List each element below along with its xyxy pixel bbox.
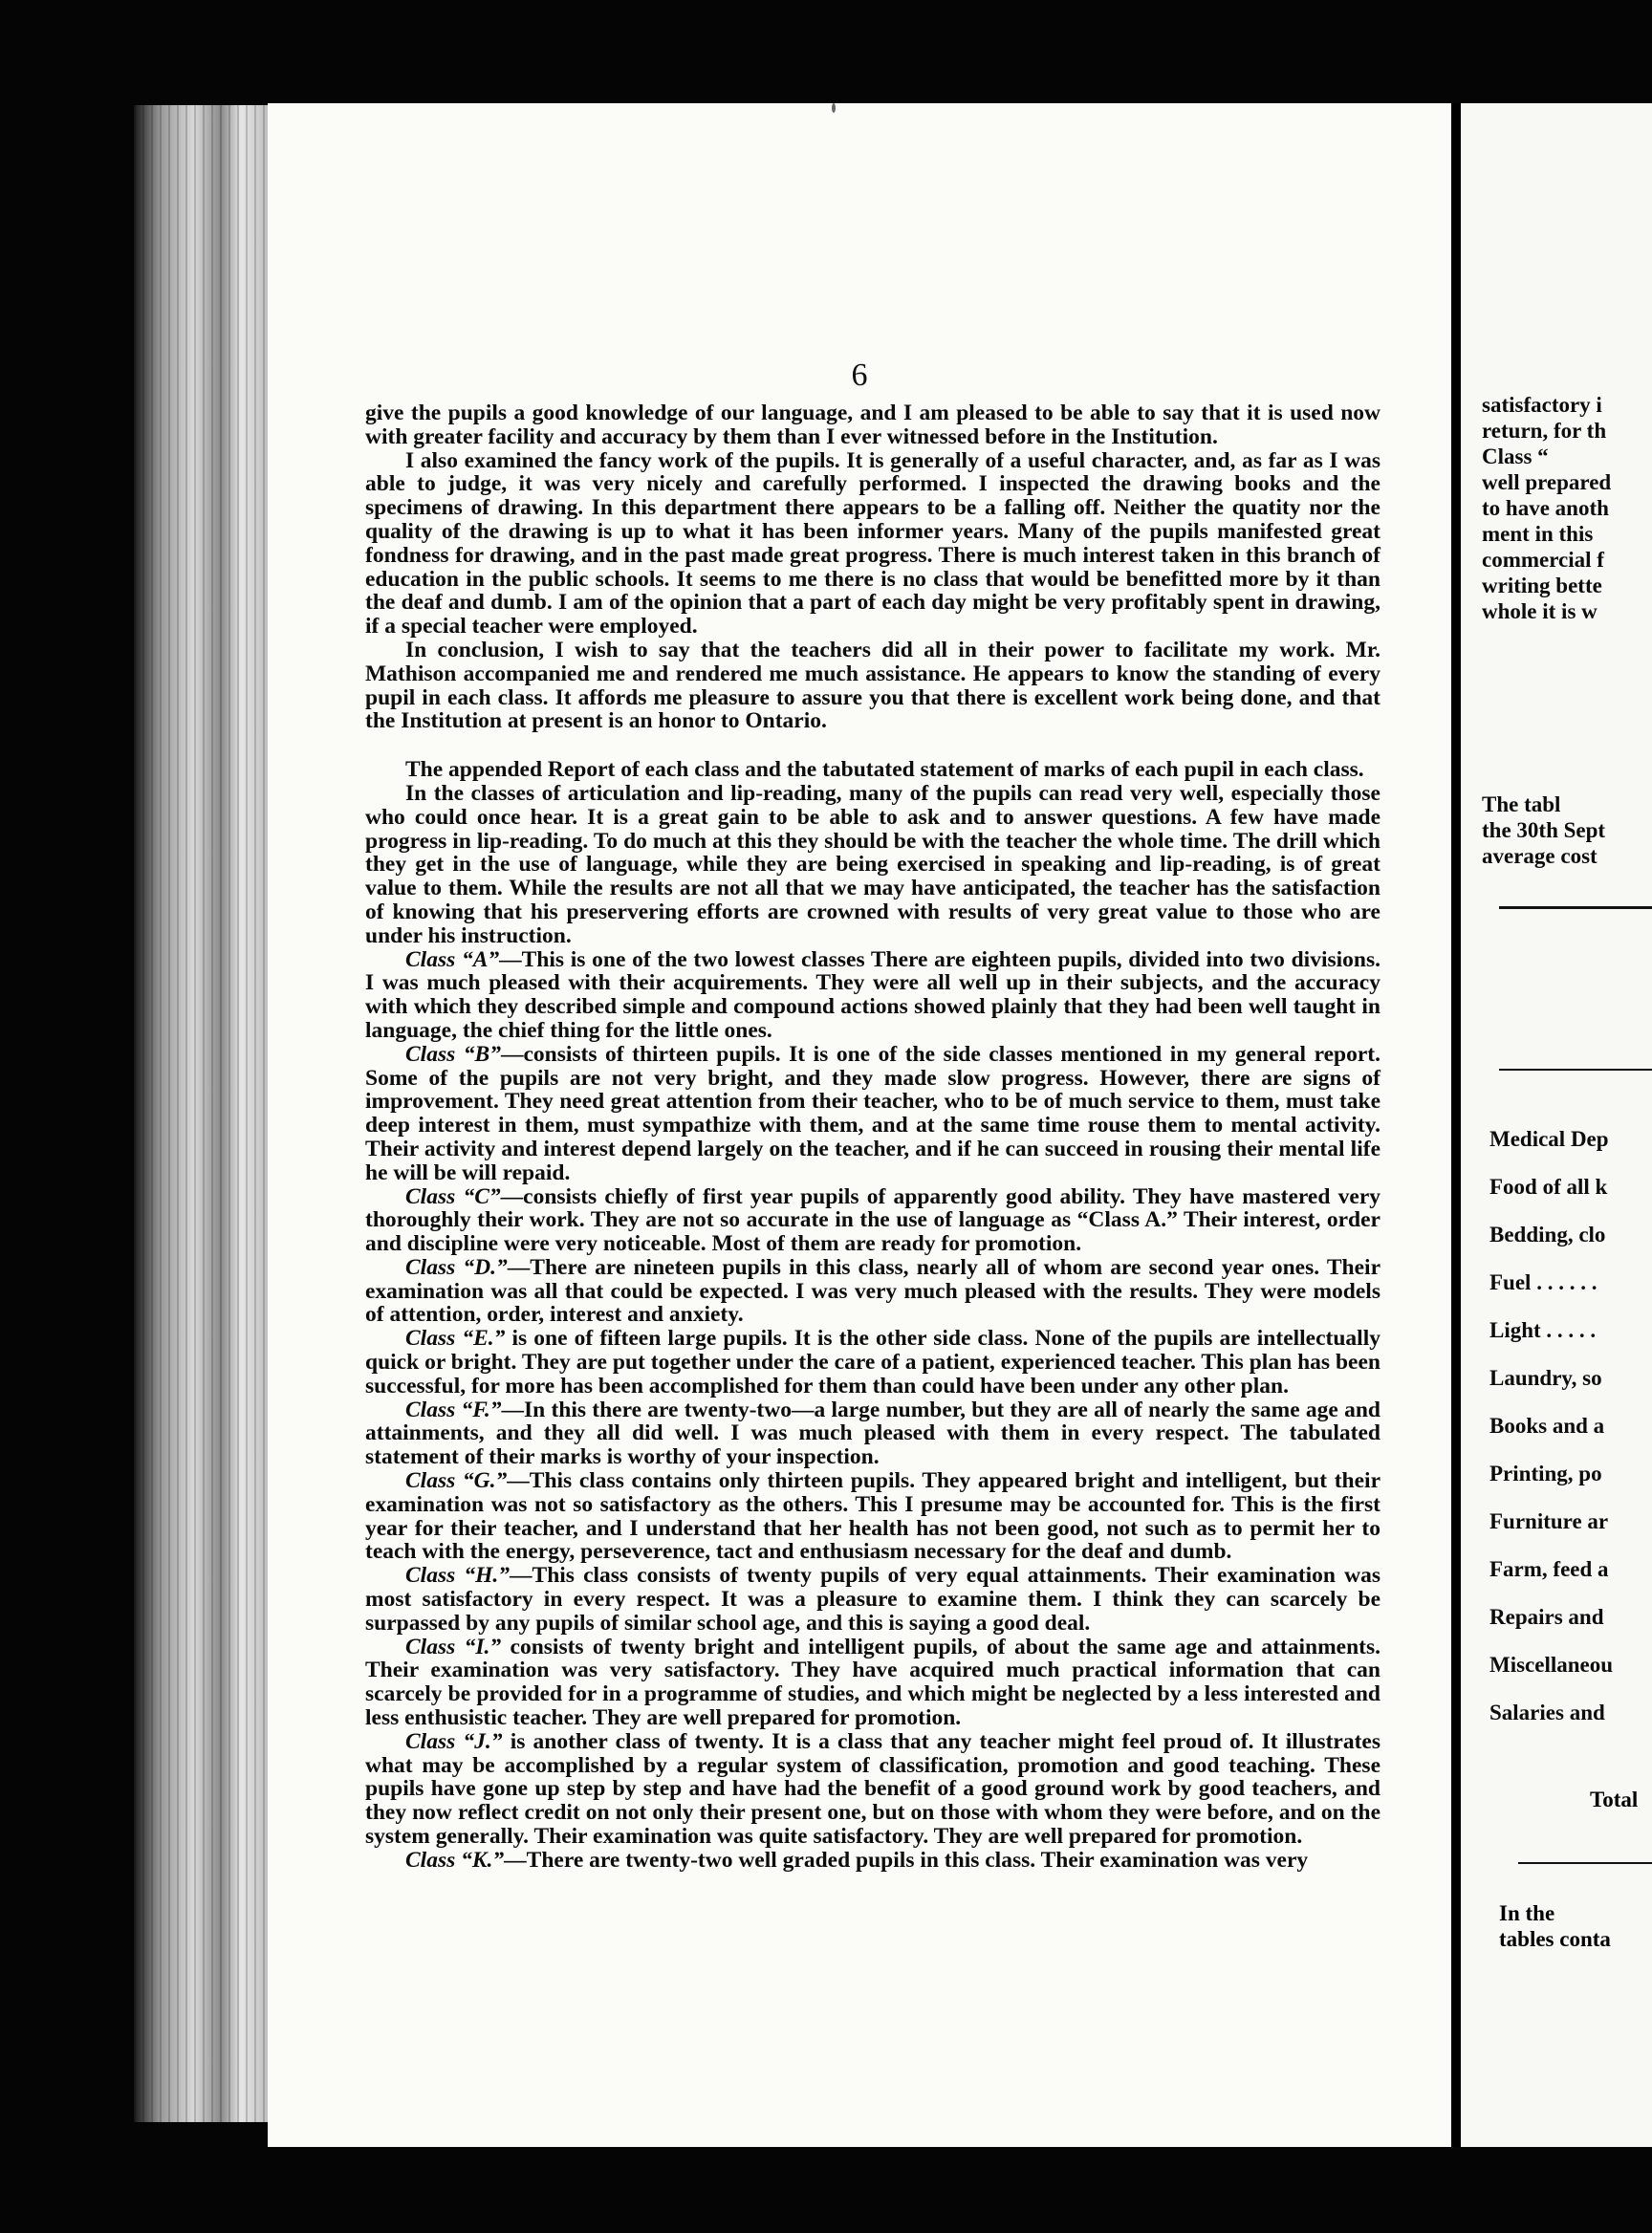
expense-item: Laundry, so <box>1489 1366 1602 1390</box>
facing-page-lines <box>1482 392 1652 624</box>
class-label: Class “A” <box>405 946 500 972</box>
facing-page-items <box>1489 1126 1652 1747</box>
ink-speck <box>832 103 836 113</box>
table-rule <box>1499 906 1652 909</box>
class-label: Class “B” <box>405 1041 501 1067</box>
facing-page-line: average cost <box>1482 844 1598 868</box>
facing-page-line: commercial f <box>1482 548 1604 572</box>
facing-page-line: the 30th Sept <box>1482 818 1606 842</box>
paragraph-text: is one of fifteen large pupils. It is the other side class. None of the pupils are intellectually quick or bright. They are put together under the care of a patient, experienced teacher. This plan has been successful, for more has been accomplished for them than could have been under any other plan. <box>365 1326 1380 1398</box>
class-report-paragraph <box>365 1564 1380 1635</box>
expense-item: Medical Dep <box>1489 1127 1609 1151</box>
facing-page-total: Total <box>1590 1788 1639 1811</box>
class-label: Class “G.” <box>405 1468 508 1494</box>
facing-page-line: In the <box>1499 1901 1555 1925</box>
paragraph-text: —This class contains only thirteen pupils. They appeared bright and intelligent, but their examination was not so satisfactory as the others. This I presume may be accounted for. This is the first year for their teacher, and I understand that her health has not been good, not such as to permit her to teach with the energy, perseverence, tact and enthusiasm necessary for the deaf and dumb. <box>365 1468 1381 1565</box>
paragraph-text: —This is one of the two lowest classes There are eighteen pupils, divided into two divisions. I was much pleased with their acquirements. They were all well up in their subjects, and the accuracy with which they described simple and compound actions showed plainly that they had been well taught in language, the chief thing for the little ones. <box>365 946 1380 1043</box>
facing-page-line: tables conta <box>1499 1927 1611 1951</box>
table-rule <box>1499 1069 1652 1071</box>
paragraph <box>365 401 1380 449</box>
class-report-paragraph <box>365 1327 1380 1398</box>
paragraph-text: give the pupils a good knowledge of our language, and I am pleased to be able to say that it is used now with greater facility and accuracy by them than I ever witnessed before in the Institution. <box>365 401 1380 449</box>
class-label: Class “F.” <box>405 1397 502 1422</box>
class-report-paragraph <box>365 1730 1380 1849</box>
body-text <box>365 401 1380 1873</box>
class-label: Class “H.” <box>405 1563 511 1589</box>
expense-item: Repairs and <box>1489 1605 1604 1629</box>
class-label: Class “J.” <box>405 1728 503 1754</box>
facing-page-line: ment in this <box>1482 522 1594 546</box>
class-report-paragraph <box>365 1398 1380 1469</box>
paragraph <box>365 782 1380 948</box>
facing-page-line: return, for th <box>1482 419 1607 443</box>
paragraph <box>365 639 1380 733</box>
paragraph-text: I also examined the fancy work of the pupils. It is generally of a useful character, and, as far as I was able to judge, it was very nicely and carefully performed. I inspected the drawing books and the specimens of drawing. In this department there appears to be a falling off. Neither the quatity nor the quality of the drawing is up to what it has been informer years. Many of the pupils manifested great fondness for drawing, and in the past made great progress. There is much interest taken in this branch of education in the public schools. It seems to me there is no class that would be benefitted more by it than the deaf and dumb. I am of the opinion that a part of each day might be very profitably spent in drawing, if a special teacher were employed. <box>365 447 1380 640</box>
facing-page-line: satisfactory i <box>1482 393 1602 417</box>
expense-item: Food of all k <box>1489 1175 1608 1199</box>
paragraph-text: In the classes of articulation and lip-reading, many of the pupils can read very well, especially those who could once hear. It is a great gain to be able to ask and to answer questions. A few have made progress in lip-reading. To do much at this they should be with the teacher the whole time. The drill which they get in the use of language, while they are being exercised in speaking and lip-reading, is of great value to them. While the results are not all that we may have anticipated, the teacher has the satisfaction of knowing that his preservering efforts are crowned with results of very great value to those who are under his instruction. <box>365 780 1380 948</box>
paragraph-text: consists of twenty bright and intelligent pupils, of about the same age and attainments. Their examination was very satisfactory. They have acquired much practical information that can scarcely be provided for in a programme of studies, and which might be neglected by a less interested and less enthusistic teacher. They are well prepared for promotion. <box>365 1634 1380 1731</box>
class-report-paragraph <box>365 1256 1380 1327</box>
class-label: Class “D.” <box>405 1254 508 1280</box>
facing-page-line: writing bette <box>1482 574 1602 597</box>
table-rule <box>1518 1862 1652 1864</box>
paragraph-text: The appended Report of each class and the tabutated statement of marks of each pupil in each class. <box>405 757 1364 783</box>
class-report-paragraph <box>365 1043 1380 1185</box>
paragraph <box>365 449 1380 639</box>
book-edge <box>134 105 268 2122</box>
class-report-paragraph <box>365 1636 1380 1730</box>
facing-page-line: well prepared <box>1482 470 1612 494</box>
facing-page-line: The tabl <box>1482 792 1561 816</box>
paragraph-text: —There are nineteen pupils in this class, nearly all of whom are second year ones. Their examination was all that could be expected. I was very much pleased with the results. They were models of attention, order, interest and anxiety. <box>365 1254 1380 1328</box>
document-page <box>268 103 1451 2147</box>
paragraph-text: is another class of twenty. It is a class that any teacher might feel proud of. It illustrates what may be accomplished by a regular system of classification, promotion and good teaching. These pupils have gone up step by step and have had the benefit of a good ground work by good teachers, and they now reflect credit on not only their present one, but on those with whom they were before, and on the system generally. Their examination was quite satisfactory. They are well prepared for promotion. <box>365 1728 1380 1850</box>
section-gap <box>365 733 1380 758</box>
class-report-paragraph <box>365 1849 1380 1873</box>
paragraph-text: In conclusion, I wish to say that the teachers did all in their power to facilitate my work. Mr. Mathison accompanied me and rendered me much assistance. He appears to know the standing of every pupil in each class. It affords me pleasure to assure you that there is excellent work being done, and that the Institution at present is an honor to Ontario. <box>365 637 1380 734</box>
class-report-paragraph <box>365 948 1380 1043</box>
class-label: Class “C” <box>405 1183 501 1209</box>
expense-item: Salaries and <box>1489 1701 1605 1724</box>
paragraph-text: —consists chiefly of first year pupils of apparently good ability. They have mastered very thoroughly their work. They are not so accurate in the use of language as “Class A.” Their interest, order and discipline were very noticeable. Most of them are ready for promotion. <box>365 1183 1380 1257</box>
facing-page-line: whole it is w <box>1482 599 1598 623</box>
facing-page-bottom <box>1499 1900 1652 1952</box>
class-report-paragraph <box>365 1185 1380 1256</box>
expense-item: Miscellaneou <box>1489 1653 1614 1677</box>
page-gutter <box>1451 103 1461 2147</box>
expense-item: Farm, feed a <box>1489 1557 1609 1581</box>
expense-item: Books and a <box>1489 1414 1605 1438</box>
expense-item: Furniture ar <box>1489 1509 1609 1533</box>
class-label: Class “I.” <box>405 1634 502 1659</box>
expense-item: Bedding, clo <box>1489 1223 1606 1247</box>
paragraph-text: —In this there are twenty-two—a large number, but they are all of nearly the same age and attainments, and they all did well. I was much pleased with them in every respect. The tabulated statement of their marks is worthy of your inspection. <box>365 1397 1380 1470</box>
facing-page-line: to have anoth <box>1482 496 1609 520</box>
paragraph <box>365 758 1380 782</box>
paragraph-text: —consists of thirteen pupils. It is one of the side classes mentioned in my general report. Some of the pupils are not very bright, and they made slow progress. However, there are signs of improvement. They need great attention from their teacher, who to be of much service to them, must take deep interest in them, must sympathize with them, and at the same time rouse them to mental activity. Their activity and interest depend largely on the teacher, and if he can succeed in rousing their mental life he will be will repaid. <box>365 1041 1381 1185</box>
class-label: Class “K.” <box>405 1847 505 1873</box>
expense-item: Fuel . . . . . . <box>1489 1270 1598 1294</box>
paragraph-text: —There are twenty-two well graded pupils in this class. Their examination was very <box>504 1847 1309 1873</box>
expense-item: Printing, po <box>1489 1462 1602 1485</box>
class-report-paragraph <box>365 1469 1380 1564</box>
paragraph-text: —This class consists of twenty pupils of very equal attainments. Their examination was most satisfactory in every respect. It was a pleasure to examine them. I think they can scarcely be surpassed by any pupils of similar school age, and this is saying a good deal. <box>365 1563 1380 1636</box>
class-label: Class “E.” <box>405 1326 506 1352</box>
facing-page-line: Class “ <box>1482 444 1549 468</box>
facing-page <box>1461 103 1652 2147</box>
expense-item: Light . . . . . <box>1489 1318 1597 1342</box>
page-number: 6 <box>851 358 868 393</box>
facing-page-table-intro <box>1482 791 1652 869</box>
